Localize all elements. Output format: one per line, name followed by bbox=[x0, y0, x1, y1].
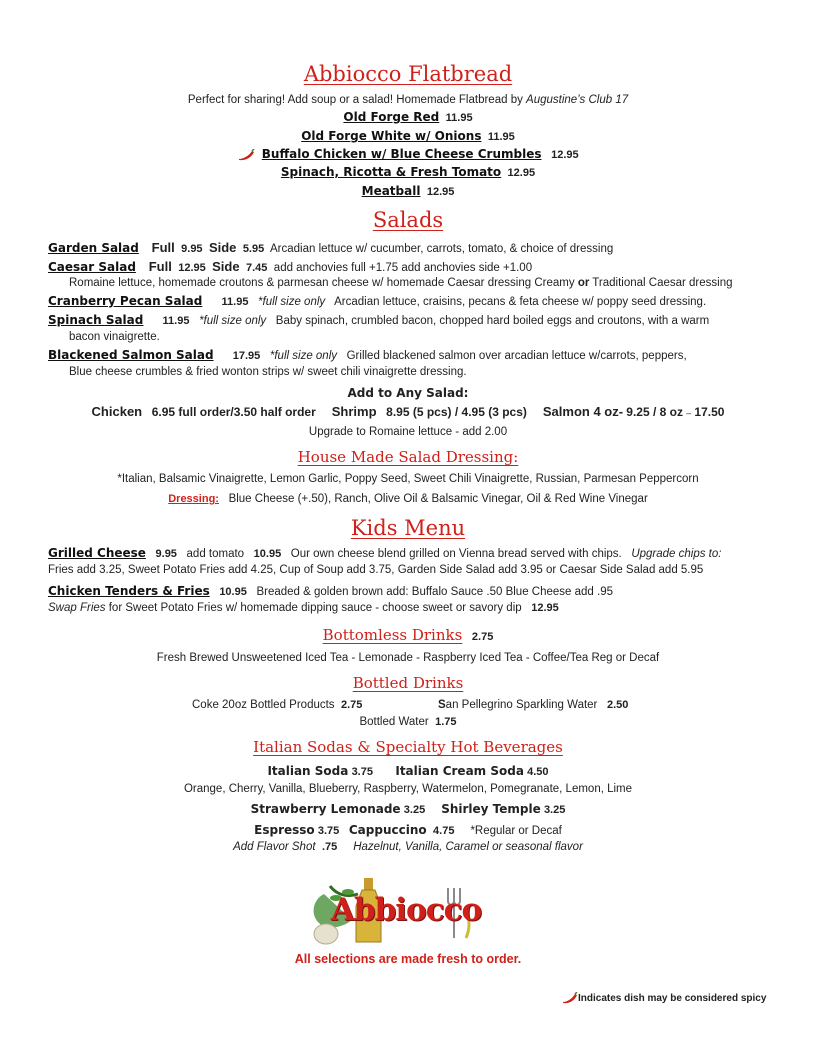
bottomless-list: Fresh Brewed Unsweetened Iced Tea - Lemonade - Raspberry Iced Tea - Coffee/Tea Reg or Decaf bbox=[156, 652, 660, 664]
kids-swap-desc: for Sweet Potato Fries w/ homemade dipping sauce - choose sweet or savory dip bbox=[105, 602, 522, 614]
flavor-shot-price: .75 bbox=[321, 841, 338, 853]
flatbread-item bbox=[0, 184, 816, 200]
salad-cranberry bbox=[48, 294, 706, 310]
bottomless-price: 2.75 bbox=[471, 631, 494, 643]
dressing-list2-text: Blue Cheese (+.50), Ranch, Olive Oil & Balsamic Vinegar, Oil & Red Wine Vinegar bbox=[228, 493, 648, 505]
flatbread-item-price: 12.95 bbox=[426, 186, 455, 198]
cream-soda-name: Italian Cream Soda bbox=[395, 764, 524, 778]
flatbread-item-name: Old Forge White w/ Onions bbox=[301, 129, 482, 143]
temple-price: 3.25 bbox=[543, 804, 566, 816]
flatbread-item-name: Spinach, Ricotta & Fresh Tomato bbox=[280, 165, 502, 179]
salad-name: Cranberry Pecan Salad bbox=[48, 294, 203, 308]
kids-upgrade: Upgrade chips to: bbox=[631, 548, 722, 560]
reg-decaf-note: *Regular or Decaf bbox=[470, 825, 562, 837]
salad-name: Blackened Salmon Salad bbox=[48, 348, 214, 362]
add-shrimp-price: 8.95 (5 pcs) / 4.95 (3 pcs) bbox=[386, 405, 527, 419]
salad-garden bbox=[48, 240, 613, 257]
lemonade-price: 3.25 bbox=[403, 804, 426, 816]
flatbread-intro-text: Perfect for sharing! Add soup or a salad! Homemade Flatbread by bbox=[187, 94, 527, 106]
full-price: 9.95 bbox=[181, 243, 203, 255]
salad-salmon-desc2: Blue cheese crumbles & fried wonton strips w/ sweet chili vinaigrette dressing. bbox=[69, 366, 467, 378]
logo-tagline: All selections are made fresh to order. bbox=[294, 952, 522, 966]
add-to-salad-options bbox=[0, 404, 816, 421]
side-price: 5.95 bbox=[242, 243, 265, 255]
spicy-legend bbox=[562, 991, 766, 1006]
kids-item-price: 10.95 bbox=[219, 586, 247, 598]
salad-caesar bbox=[48, 259, 532, 276]
salad-name: Garden Salad bbox=[48, 241, 139, 255]
sodas-flavor-shot bbox=[0, 840, 816, 855]
salad-desc: Traditional Caesar dressing bbox=[589, 277, 733, 289]
add-chicken-label: Chicken bbox=[91, 404, 143, 419]
salad-spinach bbox=[48, 313, 709, 329]
flatbread-item-price: 11.95 bbox=[487, 131, 515, 143]
sodas-flavors: Orange, Cherry, Vanilla, Blueberry, Raspberry, Watermelon, Pomegranate, Lemon, Lime bbox=[183, 783, 633, 795]
flatbread-item bbox=[0, 129, 816, 145]
flatbread-item-name: Old Forge Red bbox=[343, 110, 440, 124]
side-label: Side bbox=[212, 259, 240, 274]
upgrade-romaine: Upgrade to Romaine lettuce - add 2.00 bbox=[308, 426, 508, 438]
kids-tenders-line2 bbox=[48, 601, 559, 616]
add-salmon-price: 9.25 / 8 oz bbox=[626, 405, 683, 419]
kids-tenders bbox=[48, 584, 613, 600]
salads-title: Salads bbox=[372, 208, 444, 232]
abbiocco-logo bbox=[306, 872, 506, 950]
bottomless-heading bbox=[0, 626, 816, 645]
kids-title: Kids Menu bbox=[350, 516, 466, 540]
kids-item-name: Chicken Tenders & Fries bbox=[48, 584, 210, 598]
salad-price: 11.95 bbox=[221, 296, 249, 308]
salad-name: Spinach Salad bbox=[48, 313, 144, 327]
kids-swap-fries: Swap Fries bbox=[48, 602, 106, 614]
flatbread-item-price: 12.95 bbox=[551, 149, 579, 161]
flatbread-title: Abbiocco Flatbread bbox=[303, 62, 513, 86]
flatbread-intro-club: Augustine’s Club 17 bbox=[526, 94, 629, 106]
chili-pepper-icon bbox=[237, 149, 255, 161]
kids-addon: add tomato bbox=[186, 548, 245, 560]
flavor-list: Hazelnut, Vanilla, Caramel or seasonal flavor bbox=[353, 841, 583, 853]
soda-price: 3.75 bbox=[351, 766, 373, 778]
salad-salmon bbox=[48, 348, 687, 364]
bottled-title: Bottled Drinks bbox=[352, 674, 464, 692]
kids-addon-price: 10.95 bbox=[253, 548, 282, 560]
logo-wordmark: Abbiocco bbox=[330, 892, 482, 928]
chili-pepper-icon bbox=[562, 992, 578, 1004]
dressing-label: Dressing: bbox=[168, 493, 219, 505]
flatbread-item bbox=[0, 165, 816, 181]
salad-price: 11.95 bbox=[162, 315, 190, 327]
full-label: Full bbox=[151, 240, 175, 255]
salad-name: Caesar Salad bbox=[48, 260, 136, 274]
add-salmon-dash: – bbox=[686, 408, 692, 418]
cream-soda-price: 4.50 bbox=[527, 766, 549, 778]
flatbread-item bbox=[0, 110, 816, 126]
side-label: Side bbox=[208, 240, 237, 255]
add-to-salad-title: Add to Any Salad: bbox=[347, 386, 469, 400]
cappuccino-name: Cappuccino bbox=[348, 823, 427, 837]
add-chicken-price: 6.95 full order/3.50 half order bbox=[151, 405, 316, 419]
bottomless-title: Bottomless Drinks bbox=[322, 626, 463, 644]
bottled-water-price: 1.75 bbox=[435, 716, 457, 728]
dressing-list: *Italian, Balsamic Vinaigrette, Lemon Garlic, Poppy Seed, Sweet Chili Vinaigrette, Russian, Parmesan Peppercorn bbox=[117, 473, 699, 485]
salad-desc: Baby spinach, crumbled bacon, chopped hard boiled eggs and croutons, with a warm bbox=[275, 315, 710, 327]
kids-item-desc: Our own cheese blend grilled on Vienna bread served with chips. bbox=[290, 548, 622, 560]
kids-swap-price: 12.95 bbox=[531, 602, 559, 614]
espresso-name: Espresso bbox=[254, 823, 315, 837]
bottled-pellegrino bbox=[438, 698, 628, 713]
sodas-row1 bbox=[0, 764, 816, 780]
lemonade-name: Strawberry Lemonade bbox=[250, 802, 401, 816]
size-note: *full size only bbox=[269, 350, 338, 362]
add-salmon-price2: 17.50 bbox=[694, 405, 725, 419]
salad-desc: Grilled blackened salmon over arcadian lettuce w/carrots, peppers, bbox=[346, 350, 687, 362]
bottled-water bbox=[0, 715, 816, 730]
flatbread-item-price: 11.95 bbox=[445, 112, 473, 124]
salad-desc: Arcadian lettuce w/ cucumber, carrots, tomato, & choice of dressing bbox=[270, 243, 614, 255]
bottled-coke-name: Coke 20oz Bottled Products bbox=[192, 699, 335, 711]
temple-name: Shirley Temple bbox=[441, 802, 541, 816]
flatbread-item-price: 12.95 bbox=[507, 167, 536, 179]
spicy-legend-text: Indicates dish may be considered spicy bbox=[578, 993, 767, 1004]
salad-desc: Romaine lettuce, homemade croutons & parmesan cheese w/ homemade Caesar dressing Creamy bbox=[69, 277, 578, 289]
size-note: *full size only bbox=[199, 315, 267, 327]
full-price: 12.95 bbox=[178, 262, 206, 274]
bottled-coke bbox=[192, 698, 362, 713]
add-salmon-label: Salmon 4 oz- bbox=[542, 404, 624, 419]
salad-desc: Arcadian lettuce, craisins, pecans & feta cheese w/ poppy seed dressing. bbox=[334, 296, 707, 308]
sodas-row2 bbox=[0, 802, 816, 818]
kids-item-desc: Breaded & golden brown add: Buffalo Sauce .50 Blue Cheese add .95 bbox=[256, 586, 613, 598]
bottled-water-name: Bottled Water bbox=[359, 716, 429, 728]
salad-desc-or: or bbox=[577, 277, 590, 289]
dressing-title: House Made Salad Dressing: bbox=[297, 448, 519, 466]
kids-grilled-cheese bbox=[48, 546, 721, 562]
kids-grilled-line2: Fries add 3.25, Sweet Potato Fries add 4.25, Cup of Soup add 3.75, Garden Side Salad add 3.95 or Caesar Side Salad add 5.95 bbox=[48, 564, 704, 576]
bottled-pellegrino-initial: S bbox=[438, 699, 446, 711]
flavor-shot-label: Add Flavor Shot bbox=[233, 841, 316, 853]
add-shrimp-label: Shrimp bbox=[331, 404, 377, 419]
cappuccino-price: 4.75 bbox=[433, 825, 455, 837]
full-label: Full bbox=[148, 259, 172, 274]
salad-spinach-desc2: bacon vinaigrette. bbox=[69, 331, 160, 343]
kids-item-price: 9.95 bbox=[155, 548, 177, 560]
size-note: *full size only bbox=[258, 296, 326, 308]
flatbread-intro bbox=[0, 93, 816, 108]
flatbread-item-name: Meatball bbox=[361, 184, 421, 198]
dressing-list2 bbox=[0, 492, 816, 507]
salad-price: 17.95 bbox=[232, 350, 261, 362]
salad-caesar-desc2 bbox=[69, 276, 733, 291]
bottled-pellegrino-name: an Pellegrino Sparkling Water bbox=[445, 699, 598, 711]
flatbread-item bbox=[0, 147, 816, 163]
salad-desc: add anchovies full +1.75 add anchovies side +1.00 bbox=[273, 262, 533, 274]
bottled-pellegrino-price: 2.50 bbox=[606, 699, 629, 711]
side-price: 7.45 bbox=[245, 262, 268, 274]
soda-name: Italian Soda bbox=[267, 764, 349, 778]
kids-item-name: Grilled Cheese bbox=[48, 546, 146, 560]
sodas-row3 bbox=[0, 823, 816, 839]
sodas-title: Italian Sodas & Specialty Hot Beverages bbox=[253, 738, 563, 756]
flatbread-item-name: Buffalo Chicken w/ Blue Cheese Crumbles bbox=[261, 147, 542, 161]
espresso-price: 3.75 bbox=[317, 825, 340, 837]
bottled-coke-price: 2.75 bbox=[340, 699, 363, 711]
